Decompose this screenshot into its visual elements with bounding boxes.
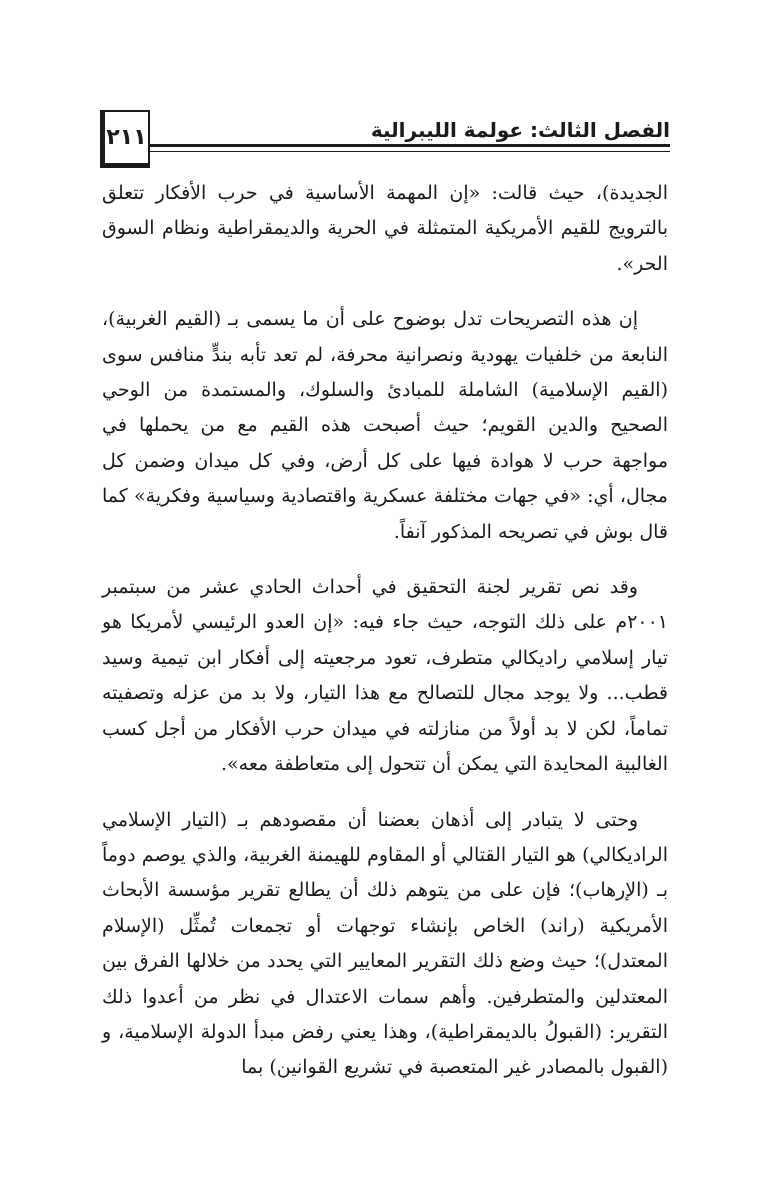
page-number: ٢١١ [106, 125, 147, 150]
paragraph-3: وقد نص تقرير لجنة التحقيق في أحداث الحادي عشر من سبتمبر ٢٠٠١م على ذلك التوجه، حيث جاء فيه: «إن العدو الرئيسي لأمريكا هو تيار إسلامي راديكالي متطرف، تعود مرجعيته إلى أفكار ابن تيمية وسيد قطب... ولا يوجد مجال للتصالح مع هذا التيار، ولا بد من عزله وتصفيته تماماً، لكن لا بد أولاً من منازلته في ميدان حرب الأفكار من أجل كسب الغالبية المحايدة التي يمكن أن تتحول إلى متعاطفة معه». [102, 576, 668, 776]
page-number-box [100, 110, 150, 168]
paragraph-2: إن هذه التصريحات تدل بوضوح على أن ما يسمى بـ (القيم الغربية)، النابعة من خلفيات يهودية ونصرانية محرفة، لم تعد تأبه بندٍّ منافس سوى (القيم الإسلامية) الشاملة للمبادئ والسلوك، والمستمدة من الوحي الصحيح والدين القويم؛ حيث أصبحت هذه القيم مع من يحملها في مواجهة حرب لا هوادة فيها على كل أرض، وفي كل ميدان وضمن كل مجال، أي: «في جهات مختلفة عسكرية واقتصادية وسياسية وفكرية» كما قال بوش في تصريحه المذكور آنفاً. [102, 308, 668, 543]
body-text [102, 176, 668, 1106]
header-rule-thick [150, 144, 670, 147]
paragraph-4: وحتى لا يتبادر إلى أذهان بعضنا أن مقصودهم بـ (التيار الإسلامي الراديكالي) هو التيار القتالي أو المقاوم للهيمنة الغربية، والذي يوصم دوماً بـ (الإرهاب)؛ فإن على من يتوهم ذلك أن يطالع تقرير مؤسسة الأبحاث الأمريكية (راند) الخاص بإنشاء توجهات أو تجمعات تُمثِّل (الإسلام المعتدل)؛ حيث وضع ذلك التقرير المعايير التي يحدد من خلالها الفرق بين المعتدلين والمتطرفين. وأهم سمات الاعتدال في نظر من أعدوا ذلك التقرير: (القبولُ بالديمقراطية)، وهذا يعني رفض مبدأ الدولة الإسلامية، و (القبول بالمصادر غير المتعصبة في تشريع القوانين) بما [102, 808, 668, 1079]
chapter-running-head: الفصل الثالث: عولمة الليبرالية [370, 118, 670, 142]
paragraph-1: الجديدة)، حيث قالت: «إن المهمة الأساسية في حرب الأفكار تتعلق بالترويج للقيم الأمريكية المتمثلة في الحرية والديمقراطية ونظام السوق الحر». [102, 182, 668, 275]
header-rule-thin [150, 151, 670, 152]
